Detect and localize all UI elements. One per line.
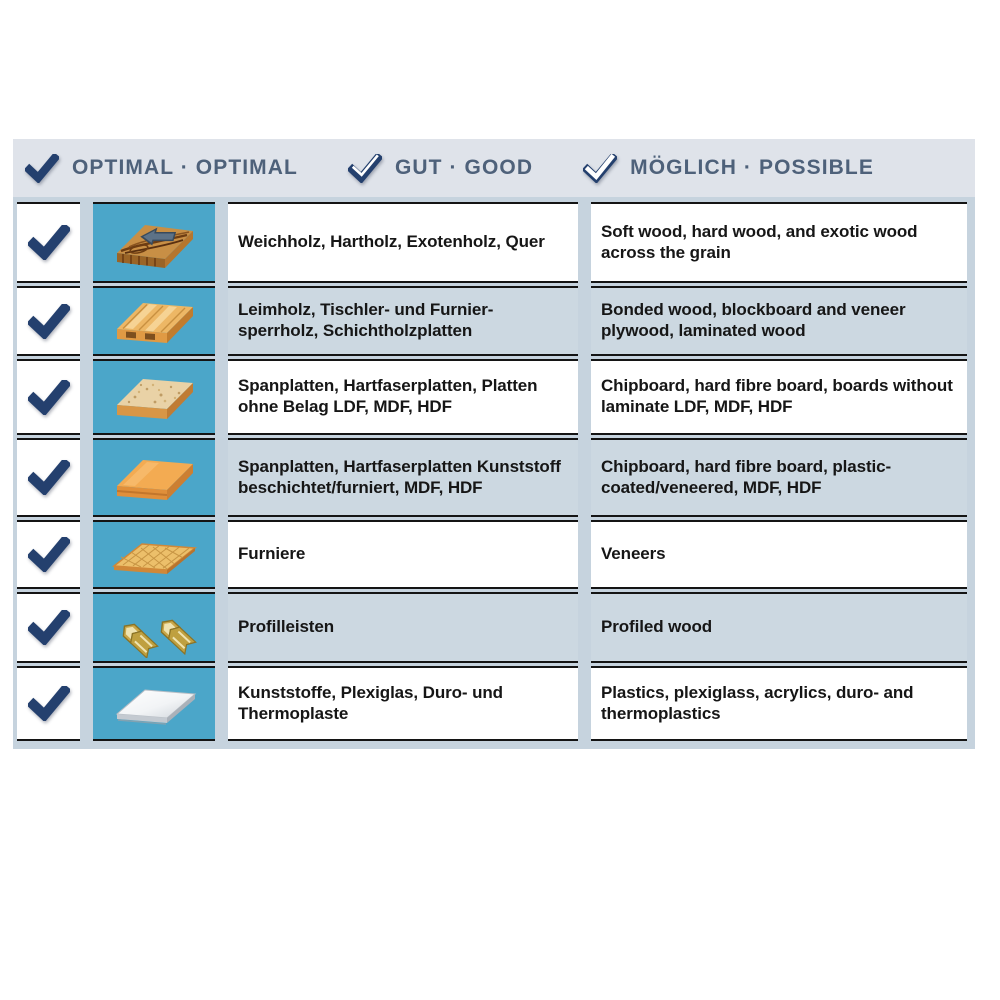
legend-item-possible: [583, 154, 874, 183]
legend-label-optimal: OPTIMAL · OPTIMAL: [72, 156, 298, 179]
veneer-icon: [108, 525, 200, 585]
chipboard-icon: [108, 367, 200, 427]
material-name-en: Soft wood, hard wood, and exotic wood across the grain: [601, 221, 918, 262]
table-row: [17, 438, 967, 517]
check-solid-icon: [25, 154, 59, 183]
check-outline-icon: [583, 154, 617, 183]
check-striped-icon: [348, 154, 382, 183]
english-text-cell: [591, 286, 967, 356]
material-name-de: Leimholz, Tischler- und Furnier-sperrholz, Schichtholzplatten: [238, 300, 494, 340]
material-name-de: Profilleisten: [238, 617, 335, 637]
material-name-en: Plastics, plexiglass, acrylics, duro- and thermoplastics: [601, 682, 914, 723]
check-solid-icon: [28, 460, 70, 495]
german-text-cell: [228, 359, 578, 435]
table-row: [17, 286, 967, 356]
material-name-en: Chipboard, hard fibre board, boards without laminate LDF, MDF, HDF: [601, 376, 953, 416]
material-name-de: Kunststoffe, Plexiglas, Duro- und Thermoplaste: [238, 682, 503, 723]
legend-label-possible: MÖGLICH · POSSIBLE: [630, 156, 874, 179]
english-text-cell: [591, 202, 967, 283]
legend-item-optimal: [25, 154, 298, 183]
material-icon-cell: [93, 520, 215, 589]
english-text-cell: [591, 592, 967, 663]
german-text-cell: [228, 438, 578, 517]
table-row: [17, 202, 967, 283]
material-icon-cell: [93, 359, 215, 435]
check-solid-icon: [28, 304, 70, 339]
material-icon-cell: [93, 202, 215, 283]
material-icon-cell: [93, 592, 215, 663]
table-row: [17, 592, 967, 663]
plexiglass-sheet-icon: [108, 674, 200, 734]
coated-board-icon: [108, 448, 200, 508]
profile-moulding-icon: [108, 598, 200, 658]
material-name-de: Spanplatten, Hartfaserplatten Kunststoff beschichtet/furniert, MDF, HDF: [238, 456, 561, 497]
material-icon-cell: [93, 286, 215, 356]
legend-item-good: [348, 154, 533, 183]
check-solid-icon: [28, 610, 70, 645]
rating-legend: [13, 139, 975, 197]
blockboard-icon: [108, 291, 200, 351]
rating-cell: [17, 202, 80, 283]
rating-cell: [17, 438, 80, 517]
table-row: [17, 359, 967, 435]
material-name-de: Furniere: [238, 544, 306, 564]
german-text-cell: [228, 520, 578, 589]
check-solid-icon: [28, 686, 70, 721]
rating-cell: [17, 520, 80, 589]
english-text-cell: [591, 666, 967, 741]
material-icon-cell: [93, 438, 215, 517]
solid-wood-cross-grain-icon: [108, 213, 200, 273]
german-text-cell: [228, 202, 578, 283]
german-text-cell: [228, 592, 578, 663]
material-icon-cell: [93, 666, 215, 741]
english-text-cell: [591, 438, 967, 517]
material-table: [13, 202, 975, 741]
rating-cell: [17, 359, 80, 435]
material-name-de: Spanplatten, Hartfaserplatten, Platten ohne Belag LDF, MDF, HDF: [238, 376, 538, 416]
legend-label-good: GUT · GOOD: [394, 156, 534, 179]
check-solid-icon: [28, 380, 70, 415]
german-text-cell: [228, 286, 578, 356]
material-name-en: Veneers: [601, 544, 666, 564]
check-solid-icon: [28, 225, 70, 260]
material-name-en: Chipboard, hard fibre board, plastic-coated/veneered, MDF, HDF: [601, 456, 892, 497]
rating-cell: [17, 592, 80, 663]
english-text-cell: [591, 359, 967, 435]
material-name-de: Weichholz, Hartholz, Exotenholz, Quer: [238, 232, 545, 252]
material-name-en: Profiled wood: [601, 617, 713, 637]
rating-cell: [17, 286, 80, 356]
table-row: [17, 666, 967, 741]
check-solid-icon: [28, 537, 70, 572]
material-name-en: Bonded wood, blockboard and veneer plywood, laminated wood: [601, 300, 906, 340]
english-text-cell: [591, 520, 967, 589]
table-row: [17, 520, 967, 589]
compatibility-panel: [13, 139, 975, 749]
rating-cell: [17, 666, 80, 741]
german-text-cell: [228, 666, 578, 741]
